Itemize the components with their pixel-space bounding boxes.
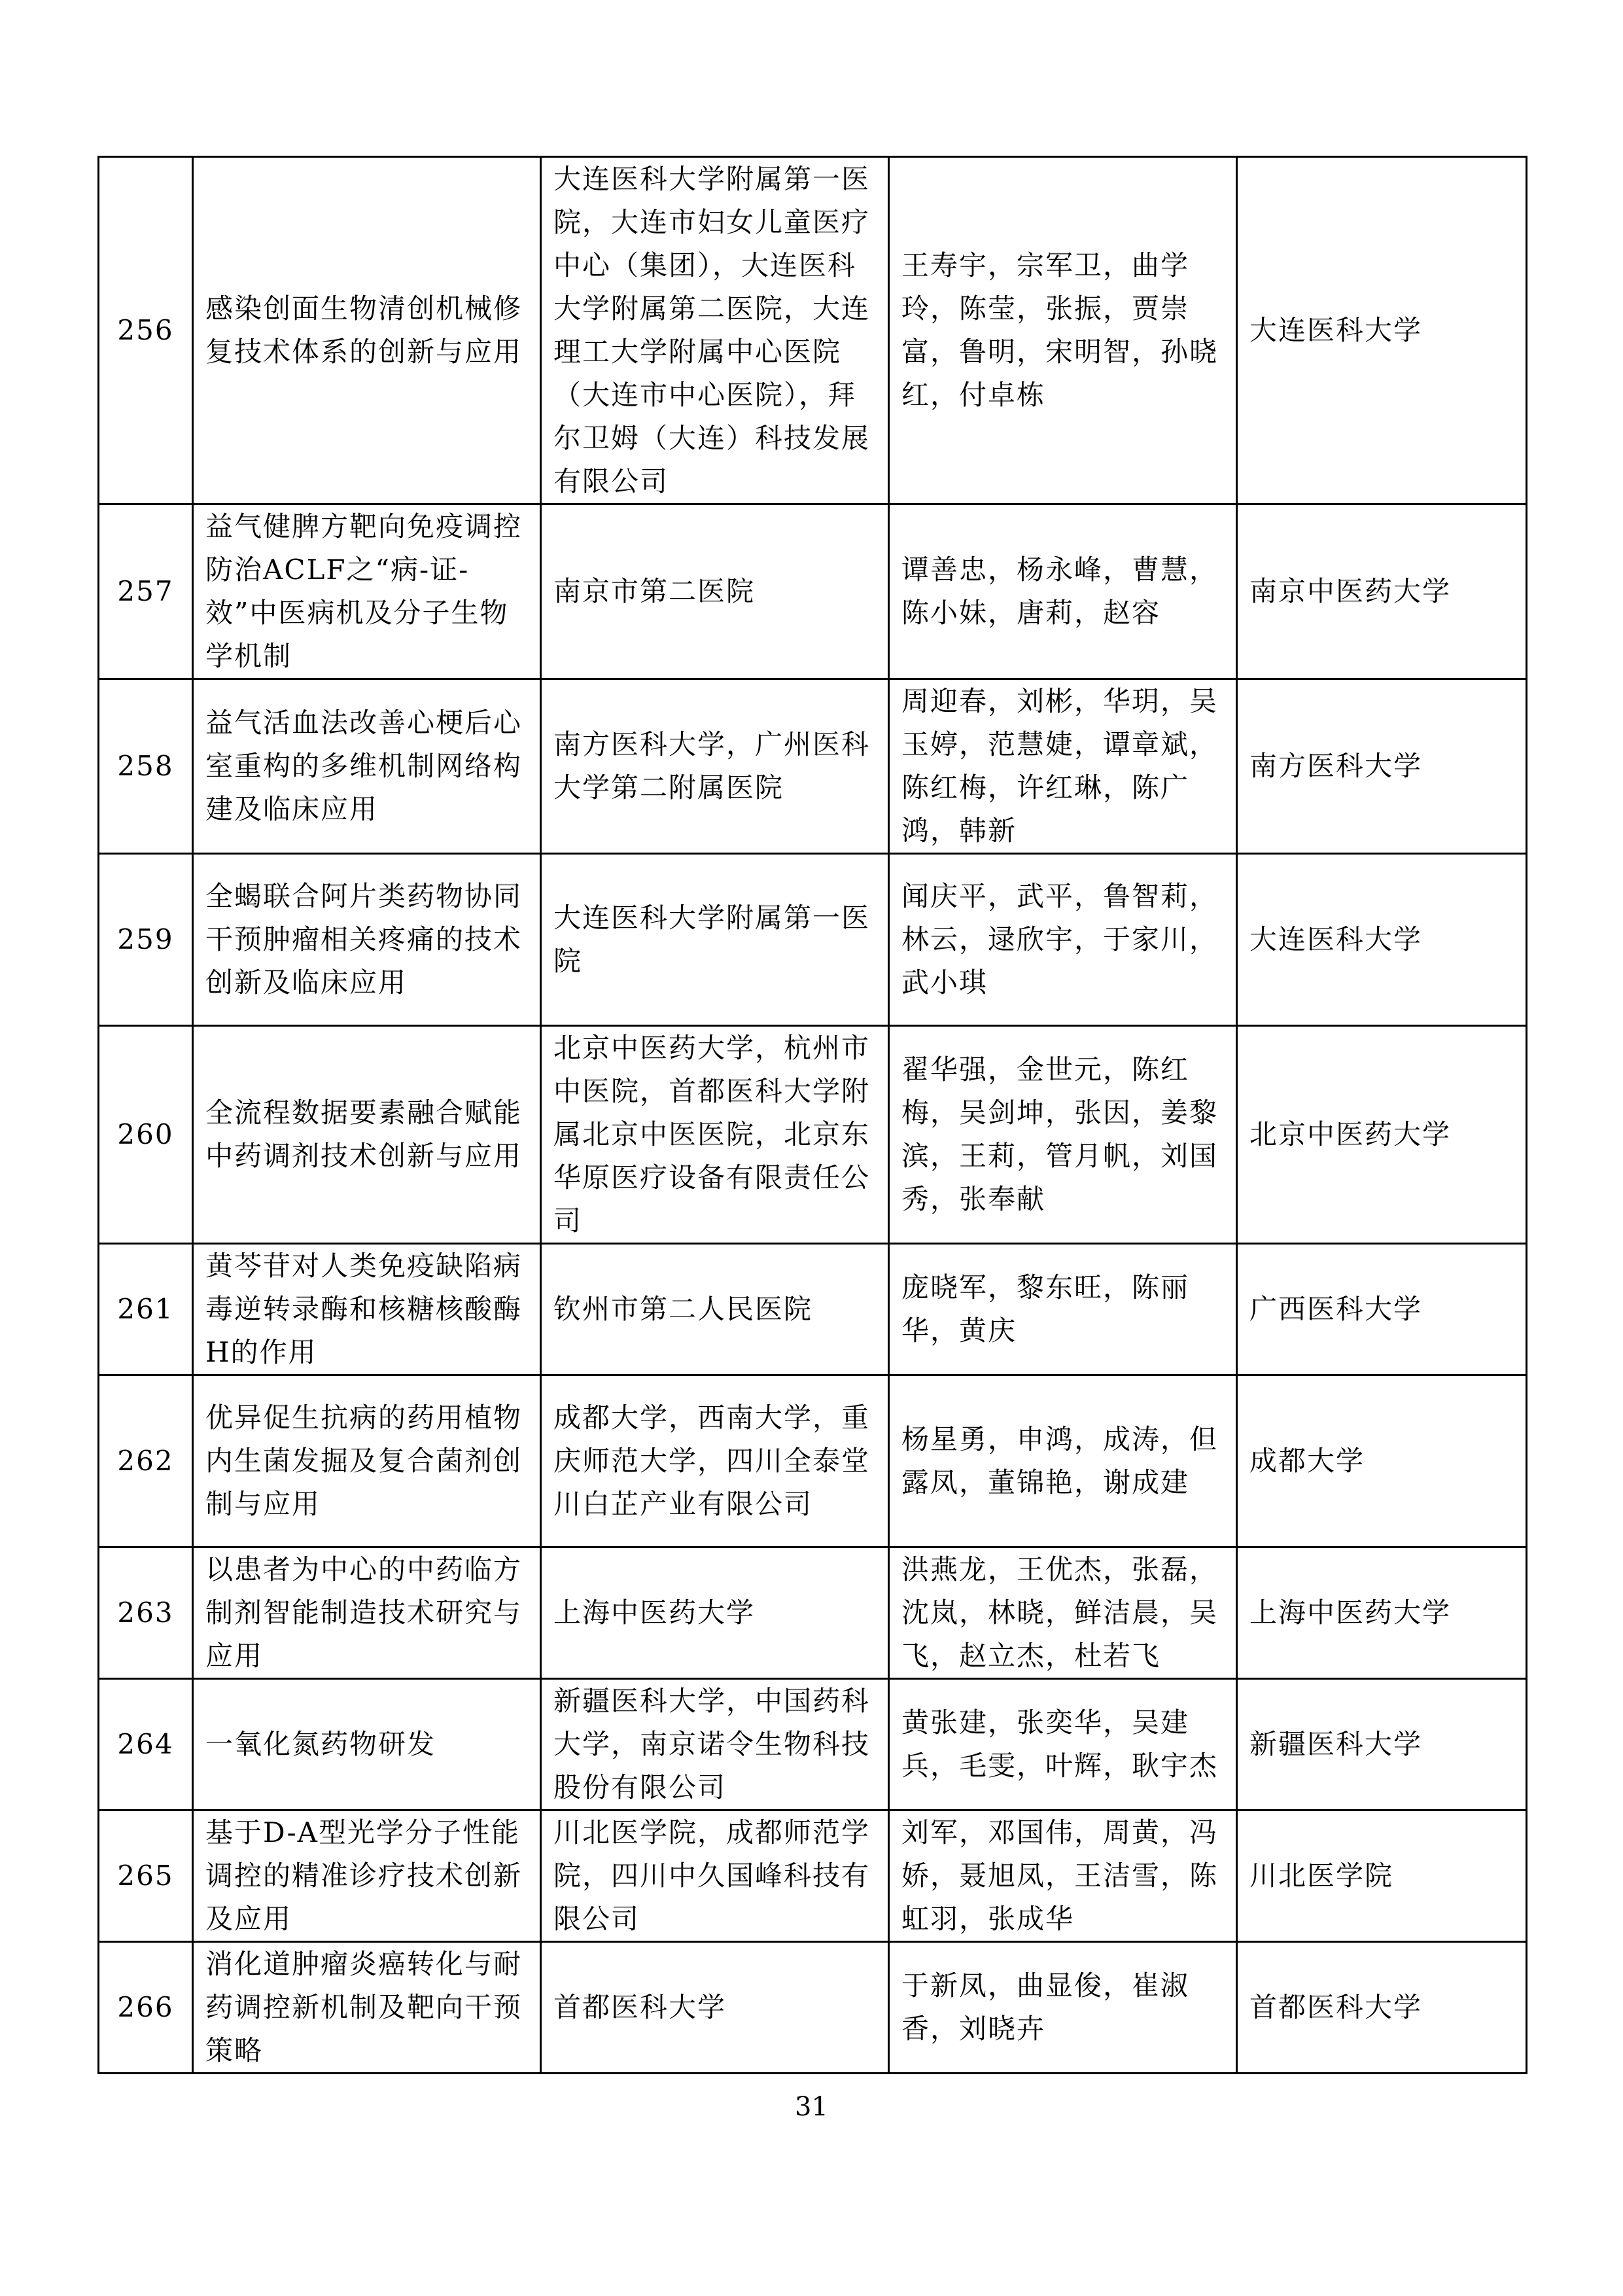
row-number: 264 — [99, 1679, 193, 1810]
nominating-unit: 上海中医药大学 — [1237, 1547, 1527, 1679]
project-name: 感染创面生物清创机械修复技术体系的创新与应用 — [193, 157, 541, 504]
completion-units: 上海中医药大学 — [541, 1547, 889, 1679]
project-name: 全流程数据要素融合赋能中药调剂技术创新与应用 — [193, 1026, 541, 1244]
project-name: 益气活血法改善心梗后心室重构的多维机制网络构建及临床应用 — [193, 679, 541, 854]
award-table — [97, 156, 1527, 2074]
project-name: 一氧化氮药物研发 — [193, 1679, 541, 1810]
row-number: 263 — [99, 1547, 193, 1679]
completion-persons: 翟华强，金世元，陈红梅，吴剑坤，张因，姜黎滨，王莉，管月帆，刘国秀，张奉献 — [889, 1026, 1237, 1244]
row-number: 262 — [99, 1375, 193, 1547]
project-name: 黄芩苷对人类免疫缺陷病毒逆转录酶和核糖核酸酶H的作用 — [193, 1244, 541, 1375]
row-number: 256 — [99, 157, 193, 504]
completion-persons: 庞晓军，黎东旺，陈丽华，黄庆 — [889, 1244, 1237, 1375]
completion-persons: 刘军，邓国伟，周黄，冯娇，聂旭凤，王洁雪，陈虹羽，张成华 — [889, 1810, 1237, 1942]
nominating-unit: 广西医科大学 — [1237, 1244, 1527, 1375]
project-name: 消化道肿瘤炎癌转化与耐药调控新机制及靶向干预策略 — [193, 1942, 541, 2074]
nominating-unit: 北京中医药大学 — [1237, 1026, 1527, 1244]
table-row — [99, 1679, 1527, 1810]
row-number: 265 — [99, 1810, 193, 1942]
row-number: 258 — [99, 679, 193, 854]
table-row — [99, 679, 1527, 854]
project-name: 以患者为中心的中药临方制剂智能制造技术研究与应用 — [193, 1547, 541, 1679]
project-name: 优异促生抗病的药用植物内生菌发掘及复合菌剂创制与应用 — [193, 1375, 541, 1547]
table-row — [99, 1026, 1527, 1244]
completion-units: 川北医学院，成都师范学院，四川中久国峰科技有限公司 — [541, 1810, 889, 1942]
row-number: 261 — [99, 1244, 193, 1375]
nominating-unit: 南京中医药大学 — [1237, 504, 1527, 679]
table-row — [99, 157, 1527, 504]
row-number: 260 — [99, 1026, 193, 1244]
completion-persons: 洪燕龙，王优杰，张磊，沈岚，林晓，鲜洁晨，吴飞，赵立杰，杜若飞 — [889, 1547, 1237, 1679]
project-name: 益气健脾方靶向免疫调控防治ACLF之“病-证-效”中医病机及分子生物学机制 — [193, 504, 541, 679]
table-row — [99, 1810, 1527, 1942]
completion-units: 大连医科大学附属第一医院，大连市妇女儿童医疗中心（集团），大连医科大学附属第二医院，大连理工大学附属中心医院（大连市中心医院），拜尔卫姆（大连）科技发展有限公司 — [541, 157, 889, 504]
nominating-unit: 大连医科大学 — [1237, 854, 1527, 1026]
completion-persons: 谭善忠，杨永峰，曹慧，陈小妹，唐莉，赵容 — [889, 504, 1237, 679]
table-row — [99, 504, 1527, 679]
nominating-unit: 大连医科大学 — [1237, 157, 1527, 504]
completion-units: 大连医科大学附属第一医院 — [541, 854, 889, 1026]
completion-units: 南京市第二医院 — [541, 504, 889, 679]
table-row — [99, 1244, 1527, 1375]
table-row — [99, 1942, 1527, 2074]
nominating-unit: 新疆医科大学 — [1237, 1679, 1527, 1810]
completion-units: 成都大学，西南大学，重庆师范大学，四川全泰堂川白芷产业有限公司 — [541, 1375, 889, 1547]
table-row — [99, 1375, 1527, 1547]
completion-persons: 于新凤，曲显俊，崔淑香，刘晓卉 — [889, 1942, 1237, 2074]
table-row — [99, 1547, 1527, 1679]
nominating-unit: 首都医科大学 — [1237, 1942, 1527, 2074]
table-row — [99, 854, 1527, 1026]
completion-persons: 杨星勇，申鸿，成涛，但露凤，董锦艳，谢成建 — [889, 1375, 1237, 1547]
project-name: 全蝎联合阿片类药物协同干预肿瘤相关疼痛的技术创新及临床应用 — [193, 854, 541, 1026]
completion-units: 南方医科大学，广州医科大学第二附属医院 — [541, 679, 889, 854]
completion-units: 首都医科大学 — [541, 1942, 889, 2074]
completion-units: 北京中医药大学，杭州市中医院，首都医科大学附属北京中医医院，北京东华原医疗设备有限责任公司 — [541, 1026, 889, 1244]
completion-persons: 王寿宇，宗军卫，曲学玲，陈莹，张振，贾崇富，鲁明，宋明智，孙晓红，付卓栋 — [889, 157, 1237, 504]
completion-persons: 黄张建，张奕华，吴建兵，毛雯，叶辉，耿宇杰 — [889, 1679, 1237, 1810]
completion-units: 钦州市第二人民医院 — [541, 1244, 889, 1375]
row-number: 259 — [99, 854, 193, 1026]
nominating-unit: 南方医科大学 — [1237, 679, 1527, 854]
nominating-unit: 成都大学 — [1237, 1375, 1527, 1547]
row-number: 257 — [99, 504, 193, 679]
project-name: 基于D-A型光学分子性能调控的精准诊疗技术创新及应用 — [193, 1810, 541, 1942]
nominating-unit: 川北医学院 — [1237, 1810, 1527, 1942]
row-number: 266 — [99, 1942, 193, 2074]
completion-units: 新疆医科大学，中国药科大学，南京诺令生物科技股份有限公司 — [541, 1679, 889, 1810]
page-number: 31 — [795, 2092, 828, 2122]
completion-persons: 周迎春，刘彬，华玥，吴玉婷，范慧婕，谭章斌，陈红梅，许红琳，陈广鸿，韩新 — [889, 679, 1237, 854]
completion-persons: 闻庆平，武平，鲁智莉，林云，逯欣宇，于家川，武小琪 — [889, 854, 1237, 1026]
